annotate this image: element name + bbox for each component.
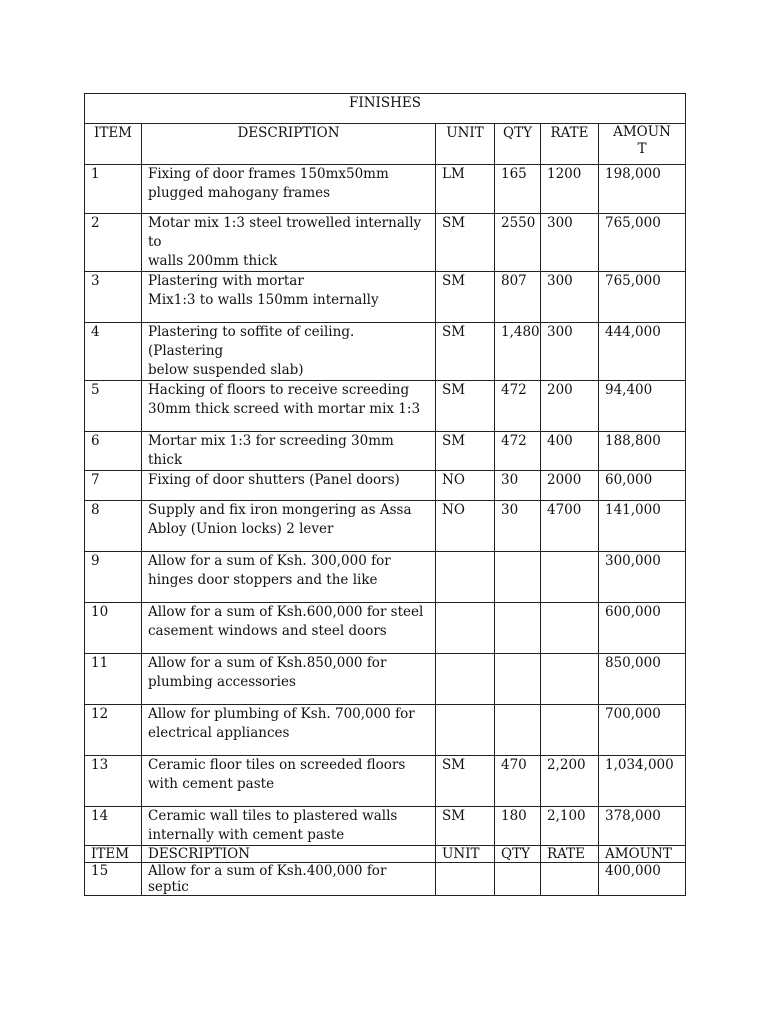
cell-unit: SM <box>436 756 495 807</box>
cell-unit <box>436 863 495 896</box>
cell-amount: 400,000 <box>599 863 686 896</box>
description-line: Allow for a sum of Ksh.400,000 for septic <box>148 863 387 895</box>
table-row <box>85 471 686 501</box>
cell-unit: SM <box>436 381 495 432</box>
header-amount <box>599 124 686 165</box>
cell-rate <box>541 863 599 896</box>
cell-unit <box>436 705 495 756</box>
header-unit: UNIT <box>436 124 495 165</box>
description-line: Hacking of floors to receive screeding <box>148 382 410 398</box>
description-line: plumbing accessories <box>148 674 296 690</box>
header-amount-line1: AMOUN <box>613 124 671 140</box>
cell-rate: 2000 <box>541 471 599 501</box>
description-line: casement windows and steel doors <box>148 623 387 639</box>
cell-amount: 60,000 <box>599 471 686 501</box>
description-line: below suspended slab) <box>148 362 304 378</box>
cell-description <box>142 432 436 471</box>
description-line: Plastering to soffite of ceiling. (Plastering <box>148 324 355 359</box>
cell-qty <box>495 603 541 654</box>
table-row <box>85 272 686 323</box>
repeat-header-unit: UNIT <box>436 846 495 863</box>
description-line: Ceramic wall tiles to plastered walls <box>148 808 398 824</box>
cell-description <box>142 165 436 214</box>
cell-qty <box>495 863 541 896</box>
cell-qty: 30 <box>495 501 541 552</box>
cell-qty: 30 <box>495 471 541 501</box>
description-line: Allow for plumbing of Ksh. 700,000 for <box>148 706 415 722</box>
cell-item: 4 <box>85 323 142 381</box>
cell-unit: NO <box>436 471 495 501</box>
cell-item: 2 <box>85 214 142 272</box>
cell-item: 9 <box>85 552 142 603</box>
cell-amount: 850,000 <box>599 654 686 705</box>
cell-description <box>142 863 436 896</box>
cell-qty: 472 <box>495 381 541 432</box>
cell-amount: 188,800 <box>599 432 686 471</box>
description-line: with cement paste <box>148 776 275 792</box>
cell-qty: 180 <box>495 807 541 846</box>
cell-amount: 198,000 <box>599 165 686 214</box>
table-row <box>85 432 686 471</box>
repeat-header-item: ITEM <box>85 846 142 863</box>
description-line: hinges door stoppers and the like <box>148 572 378 588</box>
table-header-row <box>85 124 686 165</box>
cell-item: 13 <box>85 756 142 807</box>
cell-rate: 300 <box>541 272 599 323</box>
cell-amount: 1,034,000 <box>599 756 686 807</box>
cell-unit: SM <box>436 432 495 471</box>
cell-amount: 94,400 <box>599 381 686 432</box>
cell-rate <box>541 552 599 603</box>
cell-unit: SM <box>436 214 495 272</box>
cell-rate: 400 <box>541 432 599 471</box>
cell-qty: 470 <box>495 756 541 807</box>
cell-qty: 472 <box>495 432 541 471</box>
cell-description <box>142 272 436 323</box>
cell-qty <box>495 654 541 705</box>
cell-amount: 378,000 <box>599 807 686 846</box>
cell-unit: LM <box>436 165 495 214</box>
repeat-header-rate: RATE <box>541 846 599 863</box>
cell-description <box>142 214 436 272</box>
description-line: Fixing of door shutters (Panel doors) <box>148 472 400 488</box>
cell-unit <box>436 552 495 603</box>
cell-description <box>142 381 436 432</box>
table-row <box>85 863 686 896</box>
cell-amount: 765,000 <box>599 272 686 323</box>
header-description: DESCRIPTION <box>142 124 436 165</box>
table-row <box>85 501 686 552</box>
cell-amount: 444,000 <box>599 323 686 381</box>
description-line: plugged mahogany frames <box>148 185 331 201</box>
finishes-table <box>84 93 686 896</box>
cell-rate: 1200 <box>541 165 599 214</box>
cell-description <box>142 552 436 603</box>
description-line: walls 200mm thick <box>148 253 278 269</box>
cell-amount: 300,000 <box>599 552 686 603</box>
cell-description <box>142 323 436 381</box>
table-row <box>85 214 686 272</box>
cell-qty <box>495 552 541 603</box>
cell-item: 12 <box>85 705 142 756</box>
table-row <box>85 654 686 705</box>
table-row <box>85 603 686 654</box>
cell-qty: 807 <box>495 272 541 323</box>
cell-rate: 300 <box>541 214 599 272</box>
description-line: Supply and fix iron mongering as Assa <box>148 502 412 518</box>
cell-item: 8 <box>85 501 142 552</box>
description-line: Mortar mix 1:3 for screeding 30mm thick <box>148 433 394 468</box>
description-line: 30mm thick screed with mortar mix 1:3 <box>148 401 421 417</box>
cell-unit <box>436 654 495 705</box>
cell-rate <box>541 603 599 654</box>
cell-item: 14 <box>85 807 142 846</box>
cell-description <box>142 705 436 756</box>
header-qty: QTY <box>495 124 541 165</box>
cell-item: 5 <box>85 381 142 432</box>
cell-unit: SM <box>436 272 495 323</box>
cell-qty: 1,480 <box>495 323 541 381</box>
cell-rate <box>541 654 599 705</box>
table-row <box>85 756 686 807</box>
cell-item: 11 <box>85 654 142 705</box>
cell-item: 3 <box>85 272 142 323</box>
cell-amount: 600,000 <box>599 603 686 654</box>
cell-item: 6 <box>85 432 142 471</box>
repeat-header-description: DESCRIPTION <box>142 846 436 863</box>
table-row <box>85 381 686 432</box>
cell-unit: NO <box>436 501 495 552</box>
description-line: Motar mix 1:3 steel trowelled internally to <box>148 215 422 250</box>
description-line: Allow for a sum of Ksh. 300,000 for <box>148 553 391 569</box>
description-line: Fixing of door frames 150mx50mm <box>148 166 389 182</box>
cell-description <box>142 603 436 654</box>
description-line: Mix1:3 to walls 150mm internally <box>148 292 379 308</box>
cell-item: 7 <box>85 471 142 501</box>
description-line: internally with cement paste <box>148 827 345 843</box>
header-amount-line2: T <box>637 141 647 157</box>
cell-rate: 2,200 <box>541 756 599 807</box>
description-line: Ceramic floor tiles on screeded floors <box>148 757 406 773</box>
table-row <box>85 165 686 214</box>
cell-rate: 2,100 <box>541 807 599 846</box>
cell-qty: 165 <box>495 165 541 214</box>
cell-amount: 141,000 <box>599 501 686 552</box>
cell-item: 15 <box>85 863 142 896</box>
description-line: Allow for a sum of Ksh.850,000 for <box>148 655 387 671</box>
cell-qty: 2550 <box>495 214 541 272</box>
table-row <box>85 323 686 381</box>
cell-item: 10 <box>85 603 142 654</box>
header-rate: RATE <box>541 124 599 165</box>
repeat-header-amount: AMOUNT <box>599 846 686 863</box>
cell-unit: SM <box>436 807 495 846</box>
description-line: Plastering with mortar <box>148 273 304 289</box>
table-title-row <box>85 94 686 124</box>
cell-item: 1 <box>85 165 142 214</box>
cell-description <box>142 756 436 807</box>
repeat-header-row <box>85 846 686 863</box>
cell-amount: 765,000 <box>599 214 686 272</box>
description-line: electrical appliances <box>148 725 290 741</box>
cell-rate: 300 <box>541 323 599 381</box>
header-item: ITEM <box>85 124 142 165</box>
cell-rate: 200 <box>541 381 599 432</box>
cell-unit: SM <box>436 323 495 381</box>
cell-amount: 700,000 <box>599 705 686 756</box>
cell-rate: 4700 <box>541 501 599 552</box>
repeat-header-qty: QTY <box>495 846 541 863</box>
table-row <box>85 705 686 756</box>
cell-qty <box>495 705 541 756</box>
cell-description <box>142 471 436 501</box>
cell-description <box>142 654 436 705</box>
table-title: FINISHES <box>85 94 686 124</box>
description-line: Allow for a sum of Ksh.600,000 for steel <box>148 604 424 620</box>
table-row <box>85 552 686 603</box>
description-line: Abloy (Union locks) 2 lever <box>148 521 334 537</box>
cell-rate <box>541 705 599 756</box>
cell-description <box>142 501 436 552</box>
cell-unit <box>436 603 495 654</box>
table-row <box>85 807 686 846</box>
cell-description <box>142 807 436 846</box>
